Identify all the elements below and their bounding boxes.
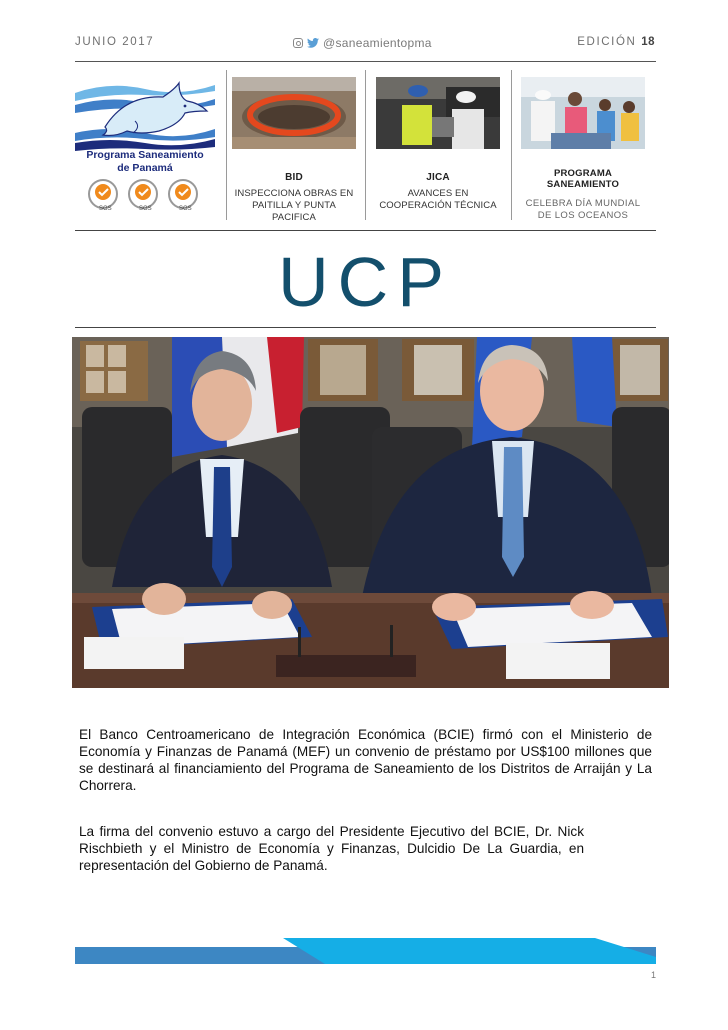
teaser-jica[interactable] xyxy=(376,77,500,212)
social-handle-group xyxy=(293,36,432,50)
instagram-icon xyxy=(293,38,303,48)
certification-badges xyxy=(85,177,210,215)
teaser-subtitle xyxy=(376,188,500,212)
teaser-subtitle xyxy=(232,188,356,224)
cert-label: SGS xyxy=(179,206,192,212)
logo-title-line1: Programa Saneamiento xyxy=(86,149,204,161)
sgs-certification-badge-icon xyxy=(85,177,121,213)
teaser-bottom-rule xyxy=(75,230,656,231)
masthead-title: UCP xyxy=(278,243,453,321)
signing-ceremony-photo xyxy=(72,337,669,688)
masthead-bottom-rule xyxy=(75,327,656,328)
sgs-certification-badge-icon xyxy=(125,177,161,213)
edition xyxy=(577,36,655,48)
logo-title xyxy=(75,149,215,174)
article-paragraph-2: La firma del convenio estuvo a cargo del Presidente Ejecutivo del BCIE, Dr. Nick Rischbieth y el Ministro de Economía y Finanzas, Dulcidio De La Guardia, en representación del Gobierno de Panamá. xyxy=(79,824,584,873)
dolphin-logo-icon xyxy=(75,75,215,153)
header-rule xyxy=(75,61,656,62)
sgs-certification-badge-icon xyxy=(165,177,201,213)
teaser-subtitle-line2: PAITILLA Y PUNTA PACIFICA xyxy=(252,200,336,223)
social-handle: @saneamientopma xyxy=(323,36,432,50)
teaser-subtitle-line2: COOPERACIÓN TÉCNICA xyxy=(379,200,497,211)
teaser-bid[interactable] xyxy=(232,77,356,224)
technicians-photo xyxy=(376,77,500,149)
construction-site-photo xyxy=(232,77,356,149)
column-divider xyxy=(365,70,366,220)
teaser-subtitle-line1: AVANCES EN xyxy=(407,188,469,199)
cert-label: SGS xyxy=(139,206,152,212)
article-paragraph-1: El Banco Centroamericano de Integración Económica (BCIE) firmó con el Ministerio de Economía y Finanzas de Panamá (MEF) un convenio de préstamo por US$100 millones que se destinará al financiamiento del Programa de Saneamiento de los Distritos de Arraiján y La Chorrera. xyxy=(79,727,652,793)
edition-number: 18 xyxy=(641,36,655,48)
twitter-icon xyxy=(306,38,320,48)
oceans-day-event-photo xyxy=(521,77,645,149)
teaser-subtitle xyxy=(521,198,645,222)
edition-label: EDICIÓN xyxy=(577,36,637,48)
issue-date: JUNIO 2017 xyxy=(75,36,155,48)
teaser-subtitle-line1: INSPECCIONA OBRAS EN xyxy=(234,188,354,199)
program-logo xyxy=(75,75,215,220)
teaser-subtitle-line1: CELEBRA DÍA MUNDIAL xyxy=(525,198,641,209)
column-divider xyxy=(511,70,512,220)
column-divider xyxy=(226,70,227,220)
teaser-title: JICA xyxy=(426,172,450,183)
newsletter-header xyxy=(75,36,655,52)
teaser-title: PROGRAMA SANEAMIENTO xyxy=(546,168,620,190)
page-number: 1 xyxy=(651,970,657,980)
footer-decorative-band xyxy=(75,938,656,964)
cert-label: SGS xyxy=(99,206,112,212)
teaser-subtitle-line2: DE LOS OCEANOS xyxy=(537,210,629,221)
teaser-title: BID xyxy=(285,172,303,183)
teaser-oceans-day[interactable] xyxy=(521,77,645,222)
logo-title-line2: de Panamá xyxy=(117,161,173,174)
